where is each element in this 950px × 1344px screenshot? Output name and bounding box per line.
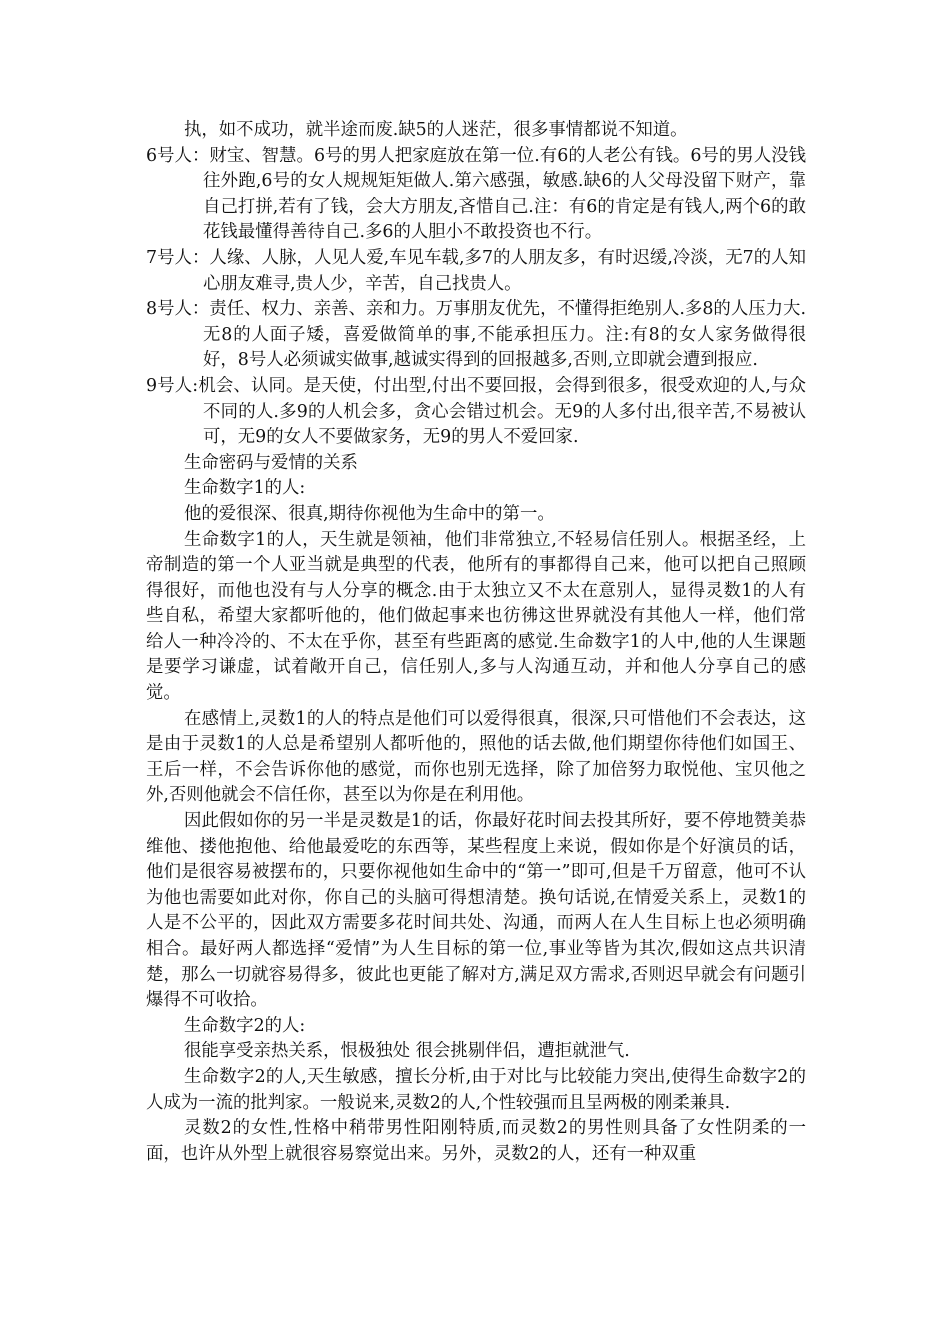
paragraph-number-8: 8号人：责任、权力、亲善、亲和力。万事朋友优先，不懂得拒绝别人.多8的人压力大.无8的人面子矮，喜爱做简单的事,不能承担压力。注:有8的女人家务做得很好，8号人必须诚实做事,越诚实得到的回报越多,否则,立即就会遭到报应. <box>146 299 806 371</box>
section-heading-love: 生命密码与爱情的关系 <box>184 452 358 473</box>
paragraph-number-7: 7号人：人缘、人脉，人见人爱,车见车载,多7的人朋友多，有时迟缓,冷淡，无7的人知心朋友难寻,贵人少，辛苦，自己找贵人。 <box>146 247 806 294</box>
paragraph-number-2-trait: 生命数字2的人,天生敏感，擅长分析,由于对比与比较能力突出,使得生命数字2的人成为一流的批判家。一般说来,灵数2的人,个性较强而且呈两极的刚柔兼具. <box>146 1066 806 1113</box>
paragraph-number-1-trait: 生命数字1的人，天生就是领袖，他们非常独立,不轻易信任别人。根据圣经，上帝制造的第一个人亚当就是典型的代表，他所有的事都得自己来，他可以把自己照顾得很好，而他也没有与人分享的概念.由于太独立又不太在意别人，显得灵数1的人有些自私，希望大家都听他的，他们做起事来也彷彿这世界就没有其他人一样，他们常给人一种冷冷的、不太在乎你，甚至有些距离的感觉.生命数字1的人中,他的人生课题是要学习谦虚，试着敞开自己，信任别人,多与人沟通互动，并和他人分享自己的感觉。 <box>146 529 806 704</box>
subheading-number-1: 生命数字1的人: <box>184 478 306 499</box>
paragraph-5-tail: 执，如不成功，就半途而废.缺5的人迷茫，很多事情都说不知道。 <box>184 120 688 140</box>
document-page <box>146 118 806 1167</box>
paragraph-number-1-love: 在感情上,灵数1的人的特点是他们可以爱得很真，很深,只可惜他们不会表达，这是由于灵数1的人总是希望别人都听他的，照他的话去做,他们期望你待他们如国王、王后一样，不会告诉你他的感觉，而你也别无选择，除了加倍努力取悦他、宝贝他之外,否则他就会不信任你，甚至以为你是在利用他。 <box>146 708 806 806</box>
paragraph-number-9: 9号人:机会、认同。是天使，付出型,付出不要回报，会得到很多，很受欢迎的人,与众不同的人.多9的人机会多，贪心会错过机会。无9的人多付出,很辛苦,不易被认可，无9的女人不要做家务，无9的男人不爱回家. <box>146 375 806 448</box>
paragraph-number-1-advice: 因此假如你的另一半是灵数是1的话，你最好花时间去投其所好，要不停地赞美恭维他、搂他抱他、给他最爱吃的东西等，某些程度上来说，假如你是个好演员的话，他们是很容易被摆布的，只要你视他如生命中的“第一”即可,但是千万留意，他可不认为他也需要如此对你，你自己的头脑可得想清楚。换句话说,在情爱关系上，灵数1的人是不公平的，因此双方需要多花时间共处、沟通，而两人在人生目标上也必须明确相合。最好两人都选择“爱情”为人生目标的第一位,事业等皆为其次,假如这点共识清楚，那么一切就容易得多，彼此也更能了解对方,满足双方需求,否则迟早就会有问题引爆得不可收拾。 <box>146 811 806 1011</box>
subheading-number-2: 生命数字2的人: <box>184 1015 306 1036</box>
paragraph-number-2-gender: 灵数2的女性,性格中稍带男性阳刚特质,而灵数2的男性则具备了女性阴柔的一面，也许从外型上就很容易察觉出来。另外，灵数2的人，还有一种双重 <box>146 1118 806 1164</box>
summary-number-2: 很能享受亲热关系，恨极独处 很会挑剔伴侣，遭拒就泄气. <box>184 1041 630 1062</box>
paragraph-number-6: 6号人：财宝、智慧。6号的男人把家庭放在第一位.有6的人老公有钱。6号的男人没钱往外跑,6号的女人规规矩矩做人.第六感强，敏感.缺6的人父母没留下财产，靠自己打拼,若有了钱，会大方朋友,吝惜自己.注：有6的肯定是有钱人,两个6的敢花钱最懂得善待自己.多6的人胆小不敢投资也不行。 <box>146 145 806 243</box>
summary-number-1: 他的爱很深、很真,期待你视他为生命中的第一。 <box>184 503 555 524</box>
